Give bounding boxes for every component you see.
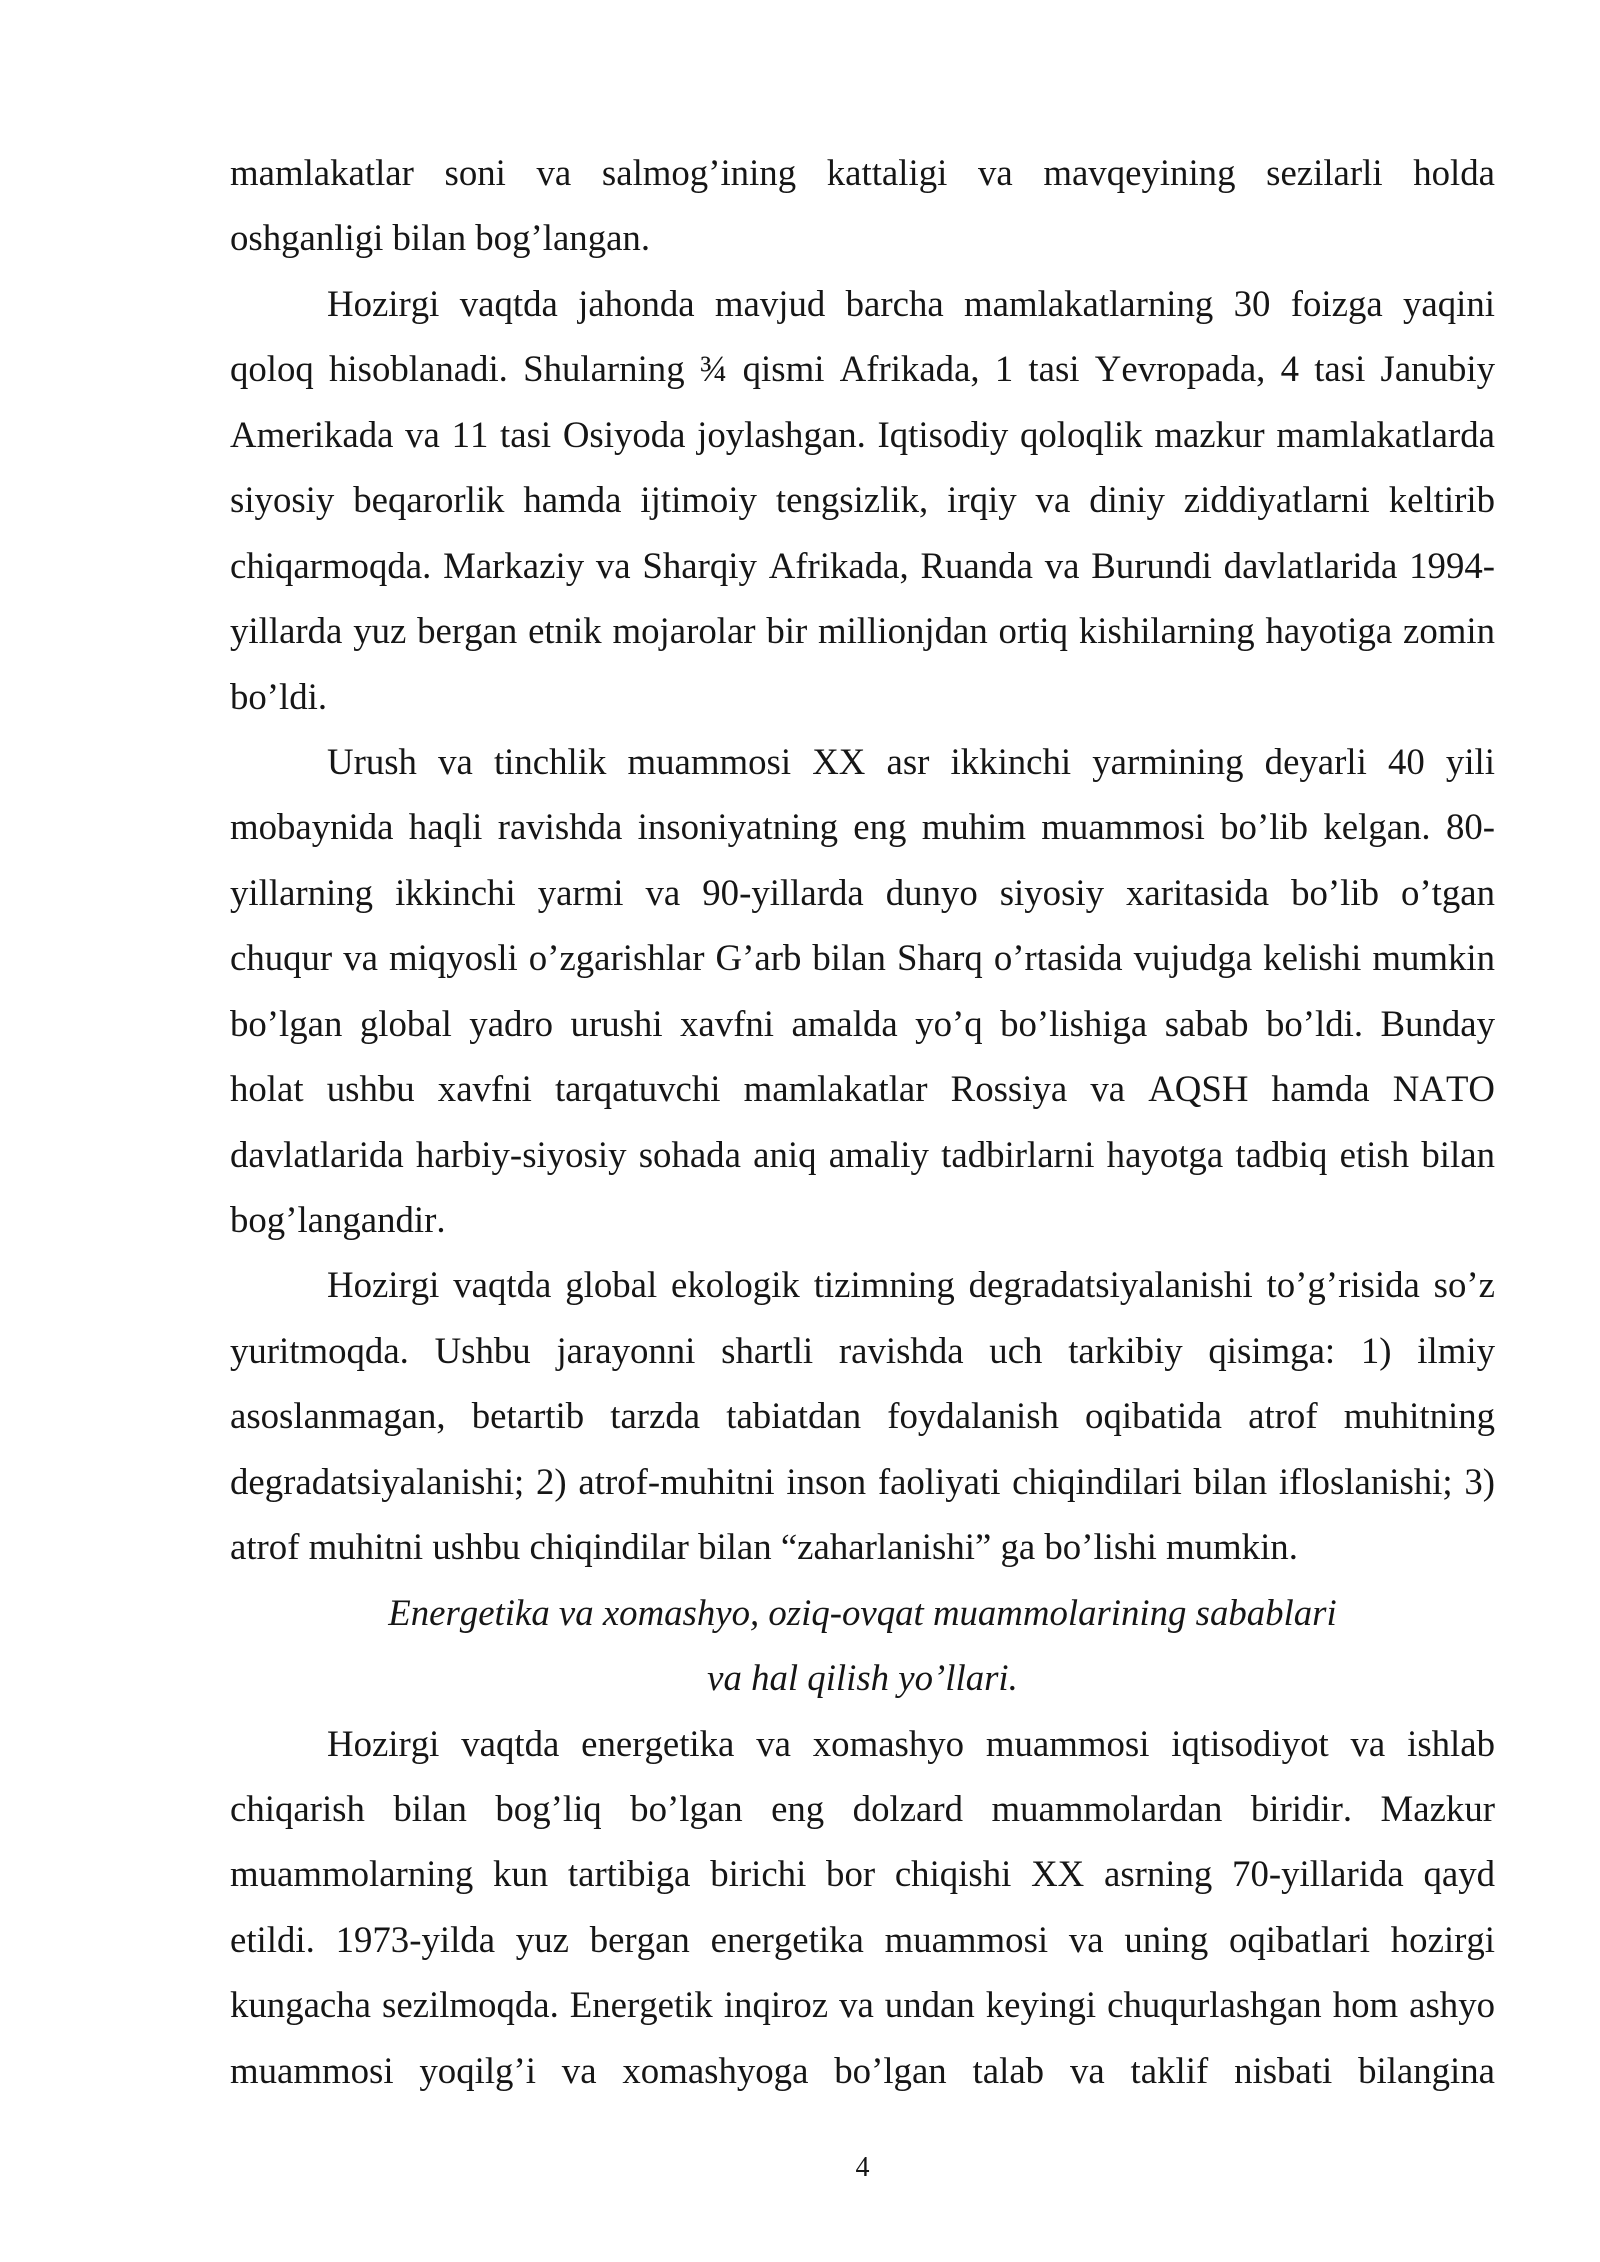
page-body	[230, 140, 1495, 2103]
text-line: Urush va tinchlik muammosi XX asr ikkinchi yarmining deyarli 40 yili	[327, 740, 1495, 782]
text-line: davlatlarida harbiy-siyosiy sohada aniq amaliy tadbirlarni hayotga tadbiq etish bilan	[230, 1133, 1495, 1175]
text-line: bo’ldi.	[230, 675, 328, 717]
section-heading	[230, 1580, 1495, 1711]
paragraph-2	[230, 271, 1495, 729]
paragraph-5	[230, 1711, 1495, 2104]
paragraph-4	[230, 1252, 1495, 1579]
text-line: asoslanmagan, betartib tarzda tabiatdan foydalanish oqibatida atrof muhitning	[230, 1395, 1495, 1437]
text-line: muammosi yoqilg’i va xomashyoga bo’lgan talab va taklif nisbati bilangina	[230, 2049, 1495, 2091]
heading-line: va hal qilish yo’llari.	[707, 1657, 1018, 1699]
text-line: chiqarish bilan bog’liq bo’lgan eng dolzard muammolardan biridir. Mazkur	[230, 1787, 1495, 1829]
paragraph-1	[230, 140, 1495, 271]
text-line: bog’langandir.	[230, 1199, 446, 1240]
text-line: siyosiy beqarorlik hamda ijtimoiy tengsizlik, irqiy va diniy ziddiyatlarni keltirib	[230, 479, 1495, 521]
text-line: Hozirgi vaqtda jahonda mavjud barcha mamlakatlarning 30 foizga yaqini	[327, 282, 1495, 324]
text-line: mobaynida haqli ravishda insoniyatning eng muhim muammosi bo’lib kelgan. 80-	[230, 806, 1495, 848]
text-line: degradatsiyalanishi; 2) atrof-muhitni inson faoliyati chiqindilari bilan ifloslanishi; 3)	[230, 1460, 1495, 1502]
text-line: qoloq hisoblanadi. Shularning ¾ qismi Afrikada, 1 tasi Yevropada, 4 tasi Janubiy	[230, 348, 1495, 390]
text-line: etildi. 1973-yilda yuz bergan energetika muammosi va uning oqibatlari hozirgi	[230, 1918, 1495, 1960]
page-number: 4	[855, 2152, 870, 2183]
text-line: yillarning ikkinchi yarmi va 90-yillarda dunyo siyosiy xaritasida bo’lib o’tgan	[230, 871, 1495, 913]
text-line: bo’lgan global yadro urushi xavfni amalda yo’q bo’lishiga sabab bo’ldi. Bunday	[230, 1002, 1495, 1044]
heading-line: Energetika va xomashyo, oziq-ovqat muammolarining sabablari	[388, 1591, 1337, 1633]
text-line: yuritmoqda. Ushbu jarayonni shartli ravishda uch tarkibiy qisimga: 1) ilmiy	[230, 1329, 1495, 1371]
text-line: holat ushbu xavfni tarqatuvchi mamlakatlar Rossiya va AQSH hamda NATO	[230, 1068, 1495, 1110]
text-line: Hozirgi vaqtda energetika va xomashyo muammosi iqtisodiyot va ishlab	[327, 1722, 1495, 1764]
text-line: chuqur va miqyosli o’zgarishlar G’arb bilan Sharq o’rtasida vujudga kelishi mumkin	[230, 937, 1495, 979]
paragraph-3	[230, 729, 1495, 1253]
text-line: Amerikada va 11 tasi Osiyoda joylashgan. Iqtisodiy qoloqlik mazkur mamlakatlarda	[230, 413, 1495, 455]
text-line: chiqarmoqda. Markaziy va Sharqiy Afrikada, Ruanda va Burundi davlatlarida 1994-	[230, 544, 1495, 586]
text-line: Hozirgi vaqtda global ekologik tizimning degradatsiyalanishi to’g’risida so’z	[327, 1264, 1495, 1306]
text-line: yillarda yuz bergan etnik mojarolar bir millionjdan ortiq kishilarning hayotiga zomin	[230, 610, 1495, 652]
text-line: atrof muhitni ushbu chiqindilar bilan “zaharlanishi” ga bo’lishi mumkin.	[230, 1526, 1298, 1568]
text-line: kungacha sezilmoqda. Energetik inqiroz va undan keyingi chuqurlashgan hom ashyo	[230, 1984, 1495, 2026]
text-line: mamlakatlar soni va salmog’ining kattaligi va mavqeyining sezilarli holda	[230, 152, 1495, 193]
text-line: oshganligi bilan bog’langan.	[230, 217, 651, 259]
text-line: muammolarning kun tartibiga birichi bor chiqishi XX asrning 70-yillarida qayd	[230, 1853, 1495, 1895]
